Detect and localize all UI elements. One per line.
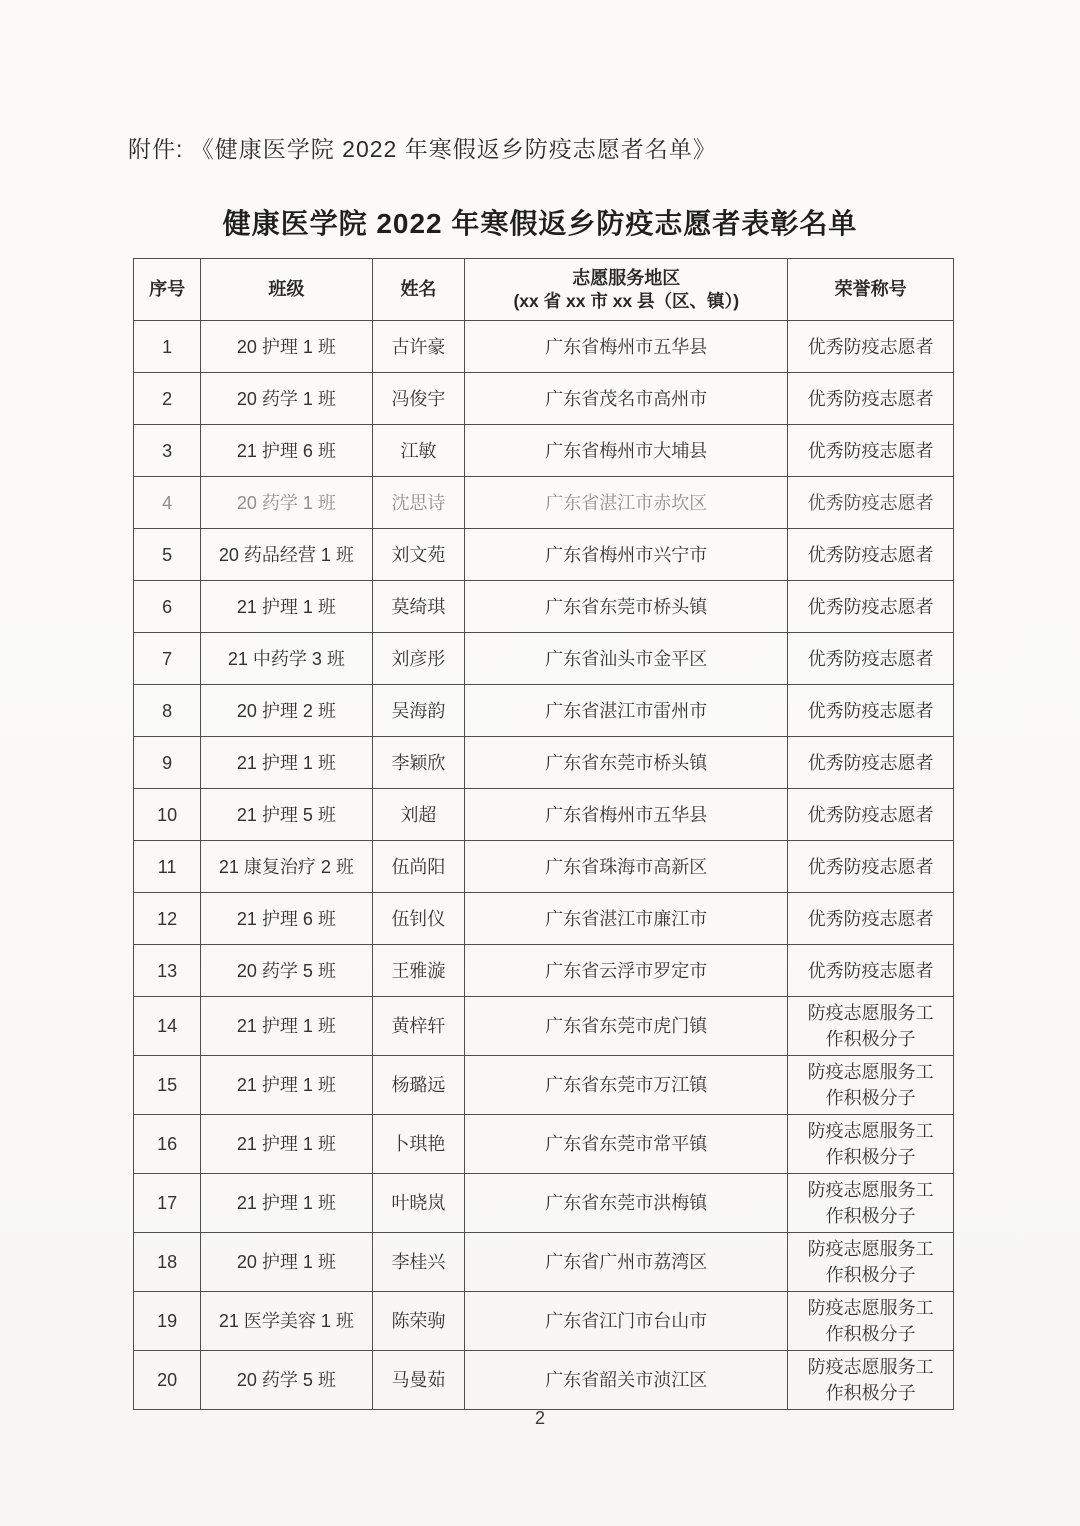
cell-honor: 优秀防疫志愿者 bbox=[788, 321, 954, 373]
cell-honor: 防疫志愿服务工作积极分子 bbox=[788, 1056, 954, 1115]
cell-no: 20 bbox=[134, 1351, 201, 1410]
cell-name: 叶晓岚 bbox=[372, 1174, 465, 1233]
cell-honor: 防疫志愿服务工作积极分子 bbox=[788, 1115, 954, 1174]
cell-name: 冯俊宇 bbox=[372, 373, 465, 425]
cell-class: 21 护理 5 班 bbox=[201, 789, 372, 841]
cell-region: 广东省梅州市兴宁市 bbox=[465, 529, 788, 581]
volunteer-award-table bbox=[133, 258, 954, 1410]
cell-honor: 防疫志愿服务工作积极分子 bbox=[788, 1174, 954, 1233]
cell-region: 广东省湛江市雷州市 bbox=[465, 685, 788, 737]
table-row bbox=[134, 1351, 954, 1410]
cell-no: 14 bbox=[134, 997, 201, 1056]
cell-class: 21 护理 6 班 bbox=[201, 893, 372, 945]
cell-class: 20 护理 1 班 bbox=[201, 1233, 372, 1292]
cell-honor: 优秀防疫志愿者 bbox=[788, 893, 954, 945]
table-row bbox=[134, 529, 954, 581]
cell-class: 20 药品经营 1 班 bbox=[201, 529, 372, 581]
table-row bbox=[134, 1292, 954, 1351]
cell-class: 21 护理 1 班 bbox=[201, 1056, 372, 1115]
cell-region: 广东省湛江市廉江市 bbox=[465, 893, 788, 945]
table-row bbox=[134, 1233, 954, 1292]
header-region-line1: 志愿服务地区 bbox=[572, 267, 681, 288]
cell-region: 广东省梅州市大埔县 bbox=[465, 425, 788, 477]
cell-region: 广东省东莞市洪梅镇 bbox=[465, 1174, 788, 1233]
cell-region: 广东省云浮市罗定市 bbox=[465, 945, 788, 997]
cell-no: 11 bbox=[134, 841, 201, 893]
table-row bbox=[134, 737, 954, 789]
cell-no: 10 bbox=[134, 789, 201, 841]
cell-class: 21 护理 1 班 bbox=[201, 1115, 372, 1174]
cell-class: 21 中药学 3 班 bbox=[201, 633, 372, 685]
cell-name: 陈荣驹 bbox=[372, 1292, 465, 1351]
cell-no: 17 bbox=[134, 1174, 201, 1233]
header-honor: 荣誉称号 bbox=[788, 259, 954, 321]
cell-class: 21 康复治疗 2 班 bbox=[201, 841, 372, 893]
cell-region: 广东省茂名市高州市 bbox=[465, 373, 788, 425]
cell-name: 王雅漩 bbox=[372, 945, 465, 997]
cell-name: 莫绮琪 bbox=[372, 581, 465, 633]
cell-region: 广东省湛江市赤坎区 bbox=[465, 477, 788, 529]
table-row bbox=[134, 945, 954, 997]
cell-honor: 优秀防疫志愿者 bbox=[788, 425, 954, 477]
header-name: 姓名 bbox=[372, 259, 465, 321]
cell-no: 9 bbox=[134, 737, 201, 789]
cell-class: 20 护理 2 班 bbox=[201, 685, 372, 737]
cell-region: 广东省广州市荔湾区 bbox=[465, 1233, 788, 1292]
page-number: 2 bbox=[534, 1408, 545, 1428]
cell-region: 广东省东莞市万江镇 bbox=[465, 1056, 788, 1115]
cell-name: 伍尚阳 bbox=[372, 841, 465, 893]
cell-name: 沈思诗 bbox=[372, 477, 465, 529]
cell-region: 广东省珠海市高新区 bbox=[465, 841, 788, 893]
table-row bbox=[134, 1056, 954, 1115]
header-no: 序号 bbox=[134, 259, 201, 321]
cell-honor: 优秀防疫志愿者 bbox=[788, 529, 954, 581]
cell-no: 4 bbox=[134, 477, 201, 529]
cell-class: 21 护理 1 班 bbox=[201, 1174, 372, 1233]
cell-honor: 优秀防疫志愿者 bbox=[788, 841, 954, 893]
cell-honor: 优秀防疫志愿者 bbox=[788, 945, 954, 997]
cell-name: 卜琪艳 bbox=[372, 1115, 465, 1174]
cell-region: 广东省梅州市五华县 bbox=[465, 789, 788, 841]
table-body bbox=[134, 321, 954, 1410]
table-row bbox=[134, 477, 954, 529]
table-row bbox=[134, 373, 954, 425]
cell-no: 13 bbox=[134, 945, 201, 997]
table-row bbox=[134, 1115, 954, 1174]
cell-no: 15 bbox=[134, 1056, 201, 1115]
cell-honor: 优秀防疫志愿者 bbox=[788, 685, 954, 737]
table-header bbox=[134, 259, 954, 321]
cell-no: 1 bbox=[134, 321, 201, 373]
cell-region: 广东省东莞市虎门镇 bbox=[465, 997, 788, 1056]
cell-class: 21 护理 1 班 bbox=[201, 997, 372, 1056]
cell-honor: 优秀防疫志愿者 bbox=[788, 633, 954, 685]
cell-no: 16 bbox=[134, 1115, 201, 1174]
cell-name: 江敏 bbox=[372, 425, 465, 477]
cell-honor: 优秀防疫志愿者 bbox=[788, 789, 954, 841]
cell-class: 21 医学美容 1 班 bbox=[201, 1292, 372, 1351]
cell-honor: 优秀防疫志愿者 bbox=[788, 737, 954, 789]
cell-no: 2 bbox=[134, 373, 201, 425]
cell-class: 21 护理 1 班 bbox=[201, 581, 372, 633]
table-row bbox=[134, 581, 954, 633]
cell-no: 18 bbox=[134, 1233, 201, 1292]
cell-no: 12 bbox=[134, 893, 201, 945]
cell-name: 杨璐远 bbox=[372, 1056, 465, 1115]
table-header-row bbox=[134, 259, 954, 321]
table-row bbox=[134, 425, 954, 477]
table-row bbox=[134, 841, 954, 893]
header-class: 班级 bbox=[201, 259, 372, 321]
cell-no: 5 bbox=[134, 529, 201, 581]
cell-no: 7 bbox=[134, 633, 201, 685]
table-row bbox=[134, 893, 954, 945]
page-title: 健康医学院 2022 年寒假返乡防疫志愿者表彰名单 bbox=[222, 208, 858, 239]
table-row bbox=[134, 321, 954, 373]
cell-no: 6 bbox=[134, 581, 201, 633]
cell-region: 广东省汕头市金平区 bbox=[465, 633, 788, 685]
header-region-line2: (xx 省 xx 市 xx 县（区、镇）) bbox=[513, 290, 740, 311]
cell-name: 李桂兴 bbox=[372, 1233, 465, 1292]
cell-class: 20 药学 1 班 bbox=[201, 373, 372, 425]
cell-region: 广东省东莞市桥头镇 bbox=[465, 581, 788, 633]
cell-region: 广东省江门市台山市 bbox=[465, 1292, 788, 1351]
cell-name: 伍钊仪 bbox=[372, 893, 465, 945]
cell-class: 20 药学 1 班 bbox=[201, 477, 372, 529]
cell-region: 广东省东莞市桥头镇 bbox=[465, 737, 788, 789]
cell-honor: 防疫志愿服务工作积极分子 bbox=[788, 1233, 954, 1292]
cell-no: 3 bbox=[134, 425, 201, 477]
cell-class: 21 护理 1 班 bbox=[201, 737, 372, 789]
cell-name: 黄梓轩 bbox=[372, 997, 465, 1056]
cell-class: 21 护理 6 班 bbox=[201, 425, 372, 477]
cell-honor: 优秀防疫志愿者 bbox=[788, 477, 954, 529]
cell-honor: 防疫志愿服务工作积极分子 bbox=[788, 997, 954, 1056]
table-row bbox=[134, 789, 954, 841]
cell-honor: 优秀防疫志愿者 bbox=[788, 373, 954, 425]
cell-name: 吴海韵 bbox=[372, 685, 465, 737]
cell-honor: 防疫志愿服务工作积极分子 bbox=[788, 1292, 954, 1351]
header-region bbox=[465, 259, 788, 321]
table-row bbox=[134, 685, 954, 737]
table-row bbox=[134, 1174, 954, 1233]
cell-region: 广东省梅州市五华县 bbox=[465, 321, 788, 373]
cell-name: 刘彦彤 bbox=[372, 633, 465, 685]
cell-class: 20 药学 5 班 bbox=[201, 945, 372, 997]
cell-region: 广东省东莞市常平镇 bbox=[465, 1115, 788, 1174]
cell-no: 8 bbox=[134, 685, 201, 737]
attachment-reference-line: 附件: 《健康医学院 2022 年寒假返乡防疫志愿者名单》 bbox=[128, 136, 717, 162]
table-row bbox=[134, 633, 954, 685]
cell-name: 古许豪 bbox=[372, 321, 465, 373]
cell-name: 刘超 bbox=[372, 789, 465, 841]
cell-class: 20 护理 1 班 bbox=[201, 321, 372, 373]
cell-name: 刘文苑 bbox=[372, 529, 465, 581]
cell-no: 19 bbox=[134, 1292, 201, 1351]
cell-honor: 防疫志愿服务工作积极分子 bbox=[788, 1351, 954, 1410]
cell-name: 马曼茹 bbox=[372, 1351, 465, 1410]
table-row bbox=[134, 997, 954, 1056]
cell-class: 20 药学 5 班 bbox=[201, 1351, 372, 1410]
cell-region: 广东省韶关市浈江区 bbox=[465, 1351, 788, 1410]
cell-name: 李颖欣 bbox=[372, 737, 465, 789]
cell-honor: 优秀防疫志愿者 bbox=[788, 581, 954, 633]
